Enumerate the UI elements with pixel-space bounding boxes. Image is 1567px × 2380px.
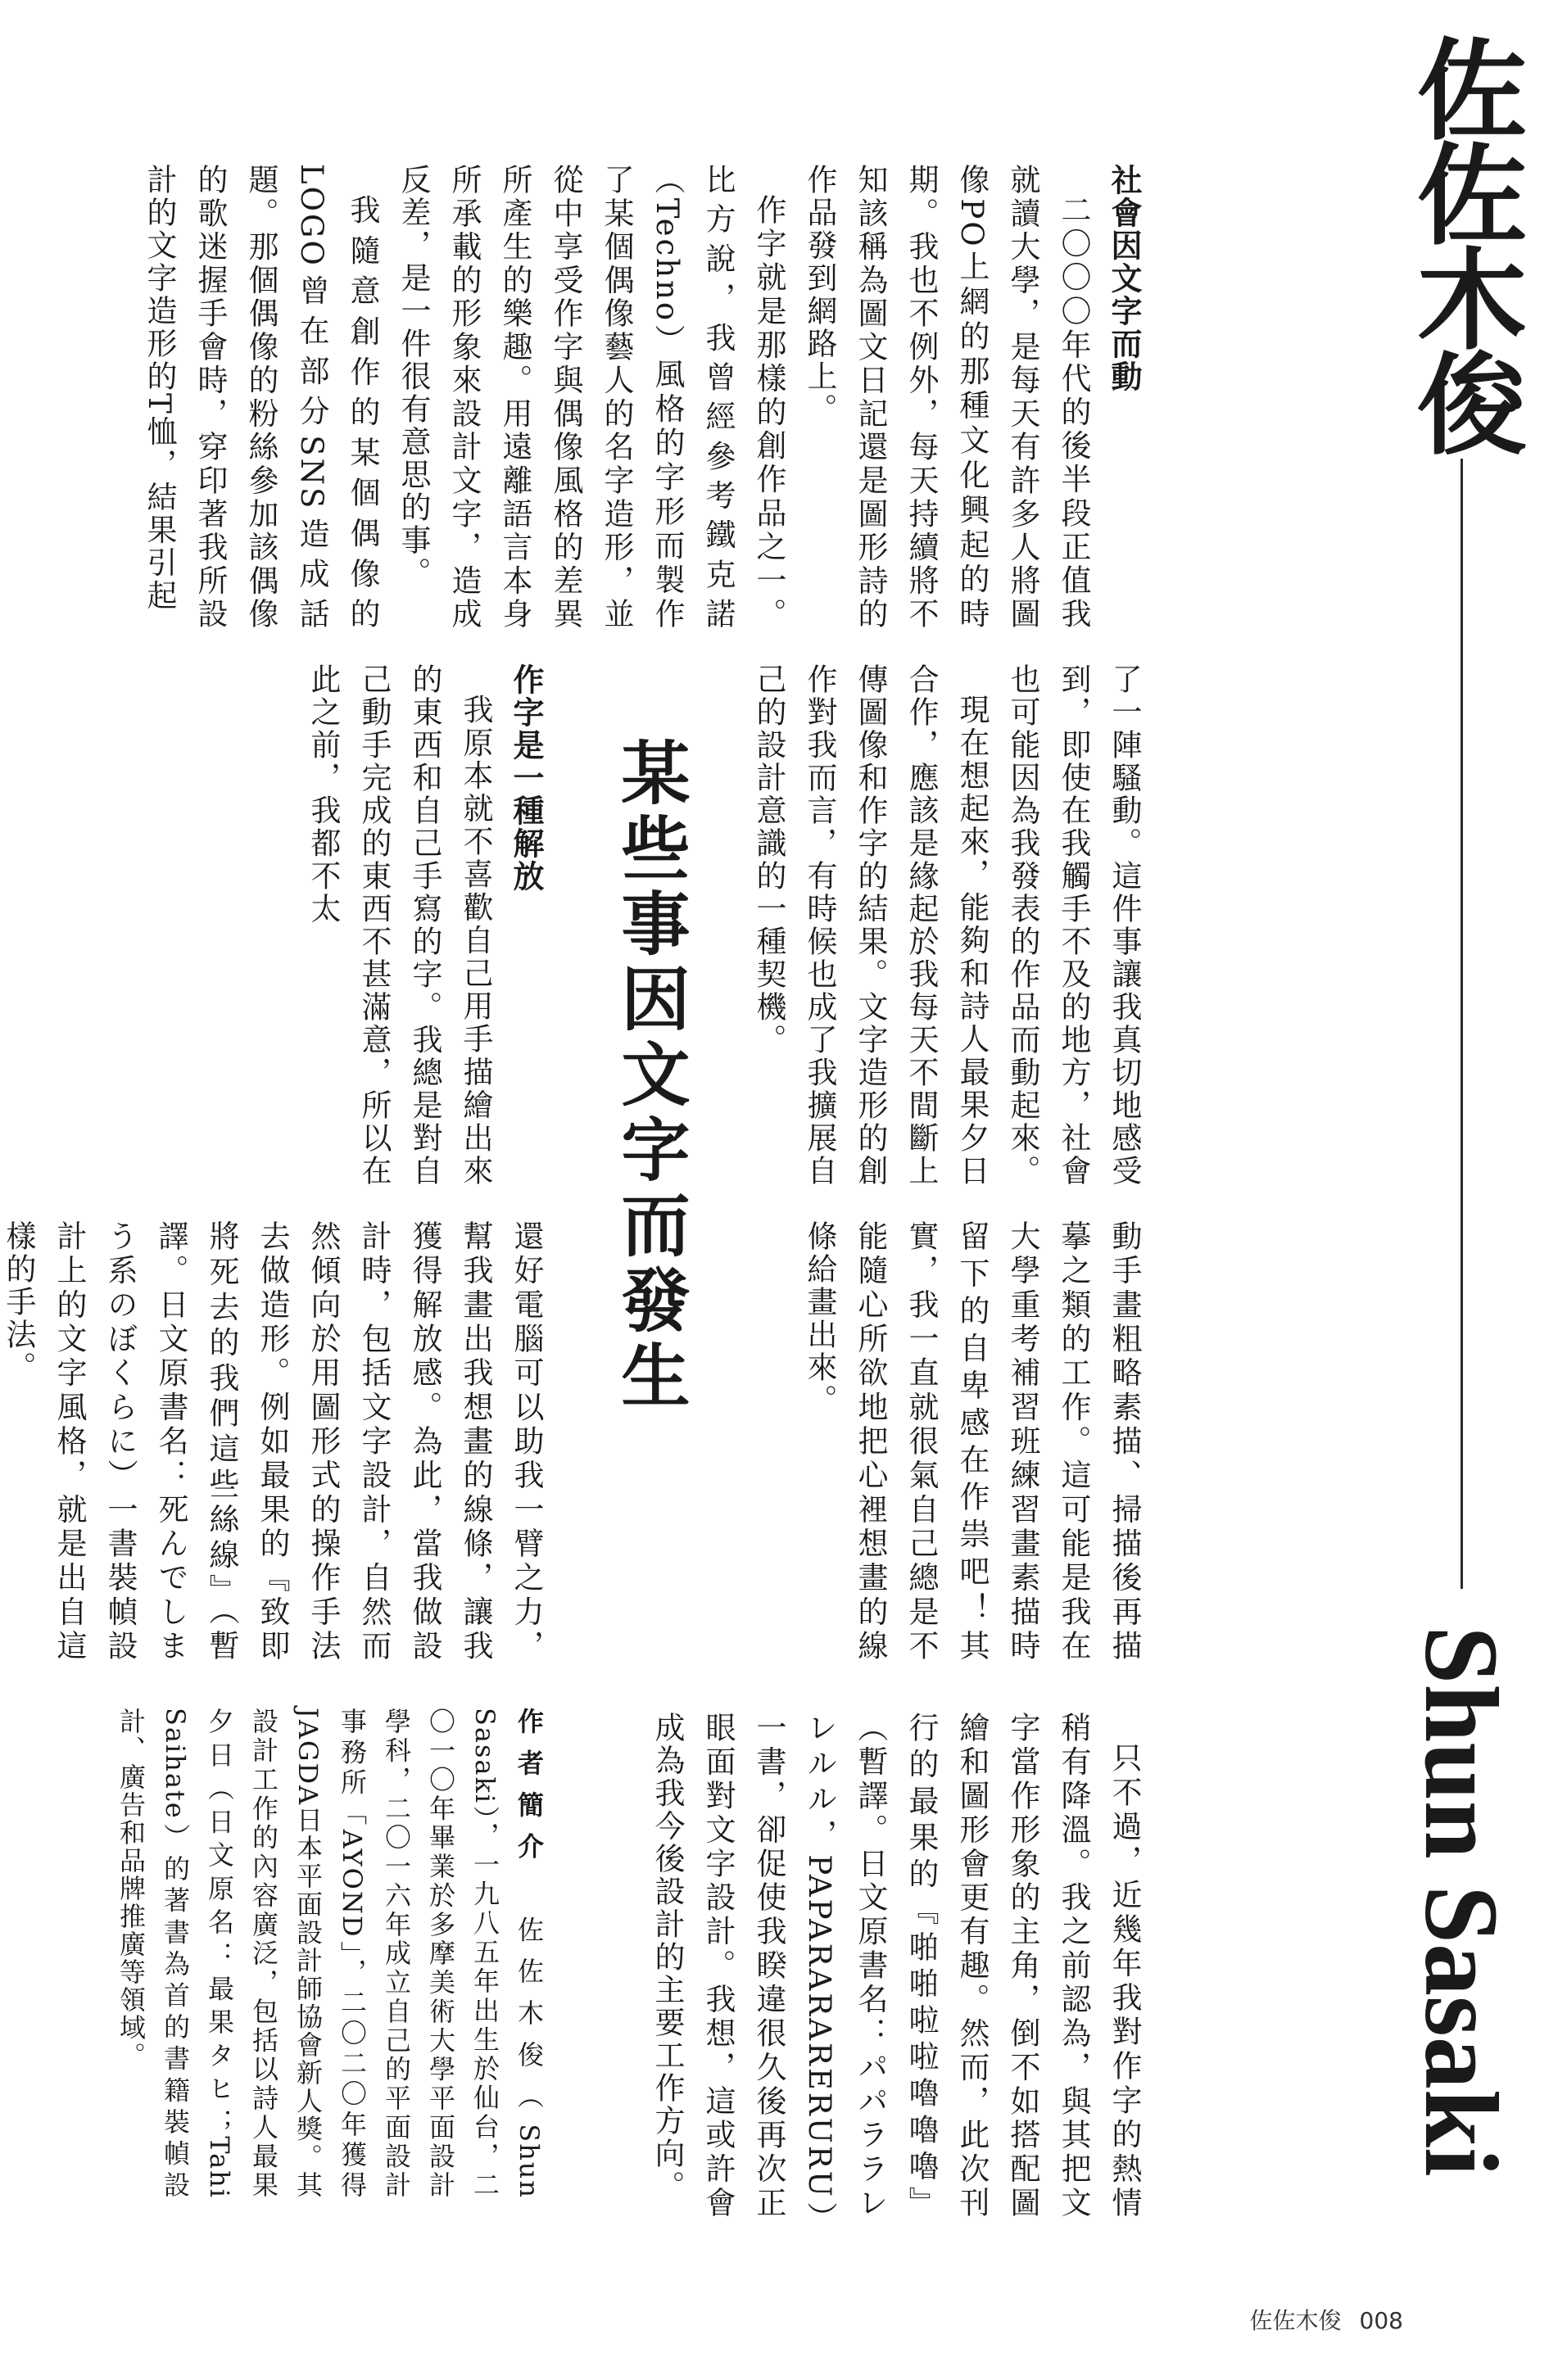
text-block-4 [641,1712,1149,2219]
section-heading-liberation: 作字是一種解放 [508,663,544,893]
page-footer [1250,2303,1403,2336]
text-block-1 [134,164,1149,631]
paragraph: 我隨意創作的某個偶像的LOGO曾在部分SNS造成話題。那個偶像的粉絲參加該偶像的歌迷握手會時，穿印著我所設計的文字造形的T恤，結果引起 [142,164,380,631]
text-block-2 [743,663,1149,1188]
footer-author-name: 佐佐木俊 [1249,2307,1342,2334]
paragraph: 現在想起來，能夠和詩人最果夕日合作，應該是緣起於我每天不間斷上傳圖像和作字的結果。文字造形的創作對我而言，有時候也成了我擴展自己的設計意識的一種契機。 [751,663,990,1188]
author-profile-body: 佐佐木俊（Shun Sasaki），一九八五年出生於仙台，二〇一〇年畢業於多摩美術大學平面設計學科，二〇一六年成立自己的平面設計事務所「AYOND」，二〇二〇年獲得JAGDA日本平面設計師協會新人獎。其設計工作的內容廣泛，包括以詩人最果夕日（日文原名：最果タヒ；Tahi Saihate）的著書為首的書籍裝幀設計、廣告和品牌推廣等領域。 [115,1708,545,2200]
author-profile-heading: 作者簡介 [514,1708,545,1875]
paragraph: 作字就是那樣的創作品之一。比方說，我曾經參考鐵克諾（Techno）風格的字形而製作了某個偶像藝人的名字造形，並從中享受作字與偶像風格的差異所產生的樂趣。用遠離語言本身所承載的形象來設計文字，造成反差，是一件很有意思的事。 [396,164,786,631]
section-heading-main: 某些事因文字而發生 [610,737,691,1415]
title-divider-rule [1461,459,1463,1589]
paragraph: 我原本就不喜歡自己用手描繪出來的東西和自己手寫的字。我總是對自己動手完成的東西不甚滿意，所以在此之前，我都不太 [306,663,493,1188]
page-title-en: Shun Sasaki [1403,1626,1519,2177]
text-block-6 [297,663,551,1188]
section-heading-society: 社會因文字而動 [1106,164,1142,393]
text-block-3 [794,1220,1149,1663]
page-number: 008 [1359,2307,1403,2334]
paragraph: 動手畫粗略素描、掃描後再描摹之類的工作。這可能是我在大學重考補習班練習畫素描時留下的自卑感在作祟吧！其實，我一直就很氣自己總是不能隨心所欲地把心裡想畫的線條給畫出來。 [802,1220,1142,1663]
paragraph: 二〇〇〇年代的後半段正值我就讀大學，是每天有許多人將圖像PO上網的那種文化興起的時期。我也不例外，每天持續將不知該稱為圖文日記還是圖形詩的作品發到網路上。 [802,164,1091,631]
text-block-7 [0,1220,551,1663]
paragraph: 只不過，近幾年我對作字的熱情稍有降溫。我之前認為，與其把文字當作形象的主角，倒不如搭配圖繪和圖形會更有趣。然而，此次刊行的最果的『啪啪啦啦嚕嚕嚕』（暫譯。日文原書名：パパララレレルル，PAPARARARERURU）一書，卻促使我睽違很久後再次正眼面對文字設計。我想，這或許會成為我今後設計的主要工作方向。 [650,1712,1142,2219]
paragraph: 了一陣騷動。這件事讓我真切地感受到，即使在我觸手不及的地方，社會也可能因為我發表的作品而動起來。 [1005,663,1142,1188]
paragraph: 還好電腦可以助我一臂之力，幫我畫出我想畫的線條，讓我獲得解放感。為此，當我做設計時，包括文字設計，自然而然傾向於用圖形式的操作手法去做造形。例如最果的『致即將死去的我們這些絲線』（暫譯。日文原書名：死んでしまう系のぼくらに）一書裝幀設計上的文字風格，就是出自這樣的手法。 [1,1220,544,1663]
page-title-jp: 佐佐木俊 [1399,33,1529,452]
author-profile [109,1708,551,2199]
